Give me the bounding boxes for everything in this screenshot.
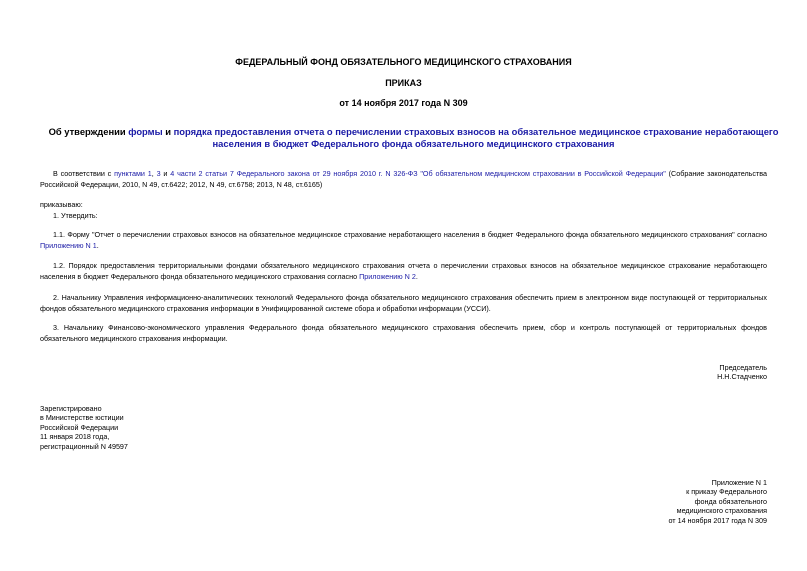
signature-name: Н.Н.Стадченко bbox=[717, 372, 767, 382]
law-link-item3[interactable]: 3 bbox=[156, 169, 161, 178]
preamble-text: (Собрание законодательства Российской Федерации, 2010, N 49, ст.6422; 2012, N 49, ст.6758; 2013, N 48, ст.6165) bbox=[40, 169, 768, 189]
law-link-item1[interactable]: пунктами 1 bbox=[114, 169, 152, 178]
registration-line: Зарегистрировано bbox=[40, 404, 102, 413]
item-1-1-text: . bbox=[96, 240, 99, 250]
appendix-2-link[interactable]: Приложению N 2 bbox=[359, 271, 416, 281]
document-title bbox=[40, 126, 787, 150]
item-1-1 bbox=[40, 230, 767, 251]
appendix-line: медицинского страхования bbox=[676, 506, 767, 516]
preamble-text: , bbox=[151, 169, 157, 178]
doc-type: ПРИКАЗ bbox=[385, 78, 422, 88]
appendix-line: фонда обязательного bbox=[694, 496, 767, 506]
preamble-text: и bbox=[160, 169, 171, 178]
law-link-item4[interactable]: 4 части 2 статьи 7 Федерального закона от 29 ноября 2010 г. N 326-ФЗ "Об обязательном медицинском страховании в Российской Федерации" bbox=[170, 169, 666, 178]
appendix-line: Приложение N 1 bbox=[711, 478, 767, 487]
item-1-1-text: 1.1. Форму "Отчет о перечислении страховых взносов на обязательное медицинское страхование неработающего населения в бюджет Федерального фонда обязательного медицинского страхования" согласно bbox=[53, 230, 767, 239]
doc-date-number: от 14 ноября 2017 года N 309 bbox=[339, 98, 468, 108]
item-2: 2. Начальнику Управления информационно-аналитических технологий Федерального фонда обязательного медицинского страхования обеспечить прием в электронном виде поступающей от территориальных фондов обязательного медицинского страхования информации в Унифицированной системе сбора и обработки информации (УССИ). bbox=[40, 293, 767, 313]
signature-block bbox=[717, 363, 767, 382]
registration-line: Российской Федерации bbox=[40, 422, 119, 432]
registration-line: в Министерстве юстиции bbox=[40, 413, 124, 423]
org-name: ФЕДЕРАЛЬНЫЙ ФОНД ОБЯЗАТЕЛЬНОГО МЕДИЦИНСКОГО СТРАХОВАНИЯ bbox=[235, 57, 572, 67]
title-link-procedure[interactable]: порядка предоставления отчета о перечислении страховых взносов на обязательное медицинское страхование неработающего населения в бюджет Федерального фонда обязательного медицинского страхования bbox=[173, 126, 779, 149]
item-3: 3. Начальнику Финансово-экономического управления Федерального фонда обязательного медицинского страхования обеспечить прием, сбор и контроль поступающей от территориальных фондов обязательного медицинского страхования информации. bbox=[40, 323, 767, 343]
item-1-2 bbox=[40, 261, 767, 282]
title-text: Об утверждении bbox=[48, 126, 129, 137]
preamble-text: В соответствии с bbox=[53, 169, 115, 178]
appendix-block bbox=[668, 478, 767, 525]
item-1-2-text: . bbox=[415, 271, 418, 281]
signature-position: Председатель bbox=[719, 363, 767, 372]
title-link-form[interactable]: формы bbox=[128, 126, 163, 137]
appendix-line: к приказу Федерального bbox=[686, 487, 767, 497]
registration-line: регистрационный N 49597 bbox=[40, 441, 128, 451]
item-1: 1. Утвердить: bbox=[53, 211, 98, 220]
registration-line: 11 января 2018 года, bbox=[40, 432, 110, 442]
appendix-1-link[interactable]: Приложению N 1 bbox=[40, 240, 97, 250]
registration-block bbox=[40, 404, 128, 451]
appendix-line: от 14 ноября 2017 года N 309 bbox=[668, 515, 767, 525]
title-text: и bbox=[162, 126, 174, 137]
orders-word: приказываю: bbox=[40, 200, 83, 209]
item-1-2-text: 1.2. Порядок предоставления территориальными фондами обязательного медицинского страхования отчета о перечислении страховых взносов на обязательное медицинское страхование неработающего населения в бюджет Федерального фонда обязательного медицинского страхования согласно bbox=[40, 261, 767, 281]
preamble bbox=[40, 169, 767, 190]
